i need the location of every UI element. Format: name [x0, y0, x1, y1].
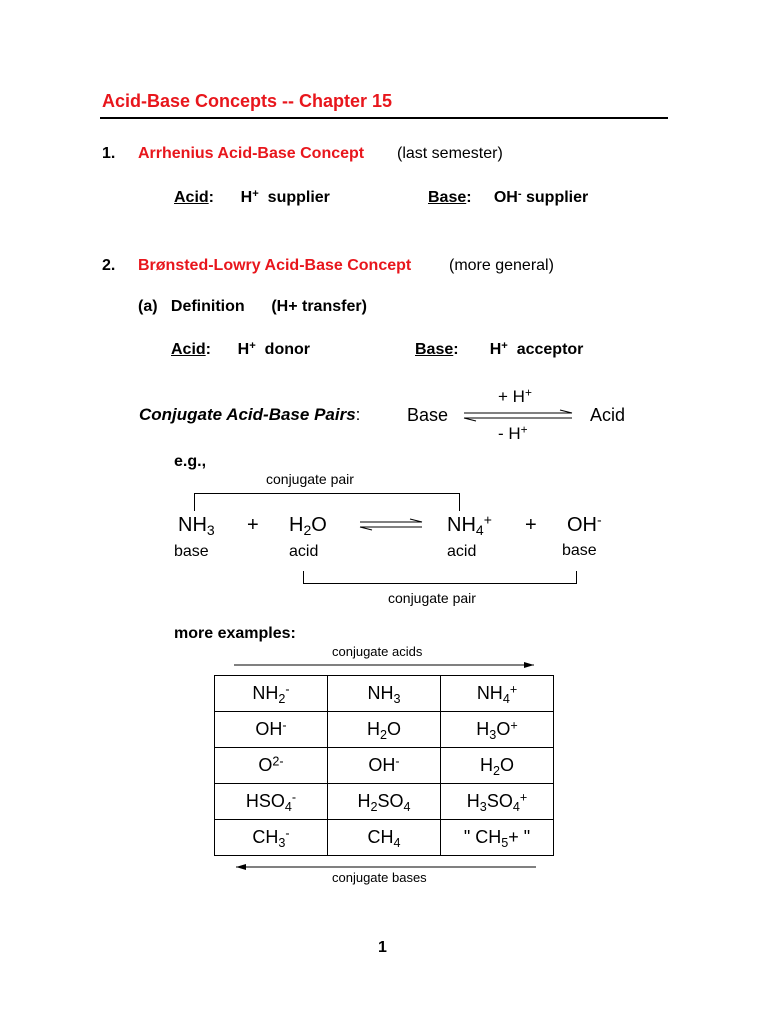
minus-h-label	[498, 424, 528, 444]
nh3-formula	[178, 514, 215, 537]
conjugate-acids-label: conjugate acids	[332, 644, 423, 659]
bl-base-sup: +	[501, 339, 508, 352]
bl-acid-h: H	[237, 341, 250, 358]
nh4-sub: 4	[475, 522, 484, 539]
section-2-title: Brønsted-Lowry Acid-Base Concept	[138, 257, 412, 274]
conjugate-pairs-label	[139, 405, 360, 425]
plus-2: +	[525, 514, 537, 536]
plus-h-sup: +	[524, 385, 532, 400]
bl-base: Base: H+ acceptor	[415, 339, 584, 358]
h2o-formula	[289, 514, 327, 537]
acid-label: Acid	[174, 189, 209, 206]
equilibrium-arrows-icon	[460, 408, 576, 424]
bl-acid-label: Acid	[171, 341, 206, 358]
equilibrium-base: Base	[407, 405, 449, 425]
plus-h-label	[498, 387, 532, 407]
eg-label: e.g.,	[174, 453, 207, 470]
nh4-main: NH	[447, 514, 476, 536]
section-1-number: 1.	[102, 145, 116, 162]
table-row	[215, 820, 554, 856]
h2o-o: O	[311, 514, 327, 536]
table-cell: $H_2O$	[328, 712, 441, 748]
table-cell: " $CH_5+$ "	[441, 820, 554, 856]
bl-base-h: H	[489, 341, 502, 358]
base-label: Base	[428, 189, 467, 206]
nh3-main: NH	[178, 514, 207, 536]
oh-main: OH	[567, 514, 597, 536]
bl-acid-sup: +	[249, 339, 256, 352]
section-2-note: (more general)	[449, 257, 554, 274]
page-number: 1	[378, 939, 387, 956]
subsection-a: (a) Definition (H+ transfer)	[138, 298, 367, 315]
table-cell: $CH_4$	[328, 820, 441, 856]
nh4-role: acid	[447, 543, 477, 560]
table-cell: $CH_3^-$	[215, 820, 328, 856]
reaction-arrows-icon	[356, 517, 426, 533]
h2o-h: H	[289, 514, 304, 536]
arrhenius-acid: Acid: H+ supplier	[174, 187, 330, 206]
bottom-bracket-line	[303, 583, 577, 584]
nh3-role: base	[174, 543, 209, 560]
table-cell: $H_3O^+$	[441, 712, 554, 748]
top-bracket-line	[194, 493, 460, 494]
top-bracket-label: conjugate pair	[266, 471, 354, 487]
table-cell: OH-	[215, 712, 328, 748]
table-row	[215, 712, 554, 748]
more-examples-heading: more examples:	[174, 625, 296, 642]
table-row	[215, 676, 554, 712]
acid-def-text: supplier	[267, 189, 330, 206]
table-cell: $O^{2-}$	[215, 748, 328, 784]
plus-h-text: + H	[498, 387, 525, 406]
table-cell: $HSO_4^-$	[215, 784, 328, 820]
h2o-role: acid	[289, 543, 319, 560]
top-bracket-right	[459, 493, 460, 511]
oh-formula	[567, 511, 602, 537]
oh-sup: -	[597, 511, 602, 528]
conjugate-bases-label: conjugate bases	[332, 870, 427, 885]
table-row	[215, 748, 554, 784]
bl-base-text: acceptor	[516, 341, 584, 358]
oh-role: base	[562, 542, 597, 559]
minus-h-text: - H	[498, 424, 521, 443]
right-arrow-icon	[232, 660, 538, 670]
base-def-sup: -	[517, 187, 522, 200]
conjugate-table	[214, 675, 554, 856]
bl-acid-text: donor	[264, 341, 310, 358]
base-def-text: supplier	[526, 189, 589, 206]
table-cell: $H_2O$	[441, 748, 554, 784]
arrhenius-base: Base: OH- supplier	[428, 187, 589, 206]
equilibrium-acid: Acid	[590, 405, 626, 425]
plus-1: +	[247, 514, 259, 536]
section-1-title: Arrhenius Acid-Base Concept	[138, 145, 365, 162]
base-def-oh: OH	[493, 189, 518, 206]
nh4-formula	[447, 511, 492, 539]
section-2-number: 2.	[102, 257, 116, 274]
nh4-sup: +	[483, 511, 492, 528]
title-underline	[100, 117, 668, 119]
h2o-sub: 2	[303, 522, 312, 539]
acid-def-sup: +	[252, 187, 259, 200]
page-title: Acid-Base Concepts -- Chapter 15	[102, 91, 393, 111]
table-cell: $NH_2^-$	[215, 676, 328, 712]
table-cell: $NH_3$	[328, 676, 441, 712]
acid-def-h: H	[240, 189, 253, 206]
table-cell: $H_3SO_4^+$	[441, 784, 554, 820]
table-row	[215, 784, 554, 820]
nh3-sub: 3	[206, 522, 215, 539]
conjugate-pairs-text: Conjugate Acid-Base Pairs	[139, 405, 356, 424]
bl-acid: Acid: H+ donor	[171, 339, 310, 358]
conjugate-pairs-colon: :	[355, 405, 361, 424]
table-cell: OH-	[328, 748, 441, 784]
minus-h-sup: +	[520, 422, 528, 437]
bl-base-label: Base	[415, 341, 454, 358]
top-bracket-left	[194, 493, 195, 511]
table-cell: $NH_4^+$	[441, 676, 554, 712]
section-1-note: (last semester)	[397, 145, 503, 162]
bottom-bracket-label: conjugate pair	[388, 590, 476, 606]
table-cell: $H_2SO_4$	[328, 784, 441, 820]
